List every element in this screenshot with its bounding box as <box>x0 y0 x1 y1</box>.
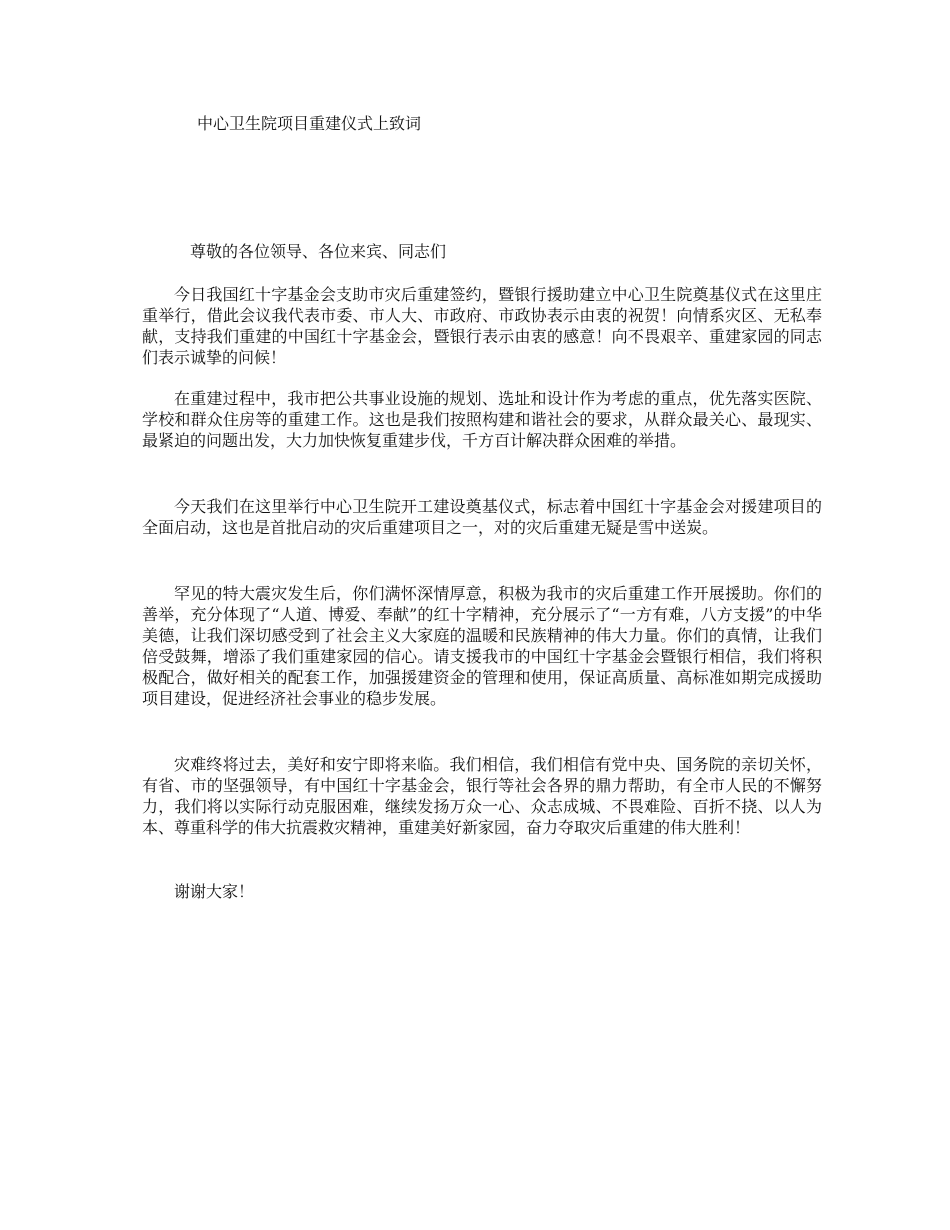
paragraph: 今日我国红十字基金会支助市灾后重建签约，暨银行援助建立中心卫生院奠基仪式在这里庄重举行，借此会议我代表市委、市人大、市政府、市政协表示由衷的祝贺！向情系灾区、无私奉献，支持我们重建的中国红十字基金会，暨银行表示由衷的感意！向不畏艰辛、重建家园的同志们表示诚挚的问候！ <box>142 285 822 367</box>
paragraph: 罕见的特大震灾发生后，你们满怀深情厚意，积极为我市的灾后重建工作开展援助。你们的善举，充分体现了“人道、博爱、奉献”的红十字精神，充分展示了“一方有难，八方支援”的中华美德，让我们深切感受到了社会主义大家庭的温暖和民族精神的伟大力量。你们的真情，让我们倍受鼓舞，增添了我们重建家园的信心。请支援我市的中国红十字基金会暨银行相信，我们将积极配合，做好相关的配套工作，加强援建资金的管理和使用，保证高质量、高标准如期完成援助项目建设，促进经济社会事业的稳步发展。 <box>142 584 822 708</box>
salutation: 尊敬的各位领导、各位来宾、同志们 <box>190 242 447 261</box>
paragraph: 今天我们在这里举行中心卫生院开工建设奠基仪式，标志着中国红十字基金会对援建项目的全面启动，这也是首批启动的灾后重建项目之一，对的灾后重建无疑是雪中送炭。 <box>142 497 822 537</box>
document-title: 中心卫生院项目重建仪式上致词 <box>197 114 422 133</box>
closing-line: 谢谢大家！ <box>174 882 255 901</box>
paragraph: 在重建过程中，我市把公共事业设施的规划、选址和设计作为考虑的重点，优先落实医院、学校和群众住房等的重建工作。这也是我们按照构建和谐社会的要求，从群众最关心、最现实、最紧迫的问题出发，大力加快恢复重建步伐，千方百计解决群众困难的举措。 <box>142 389 822 450</box>
paragraph: 灾难终将过去，美好和安宁即将来临。我们相信，我们相信有党中央、国务院的亲切关怀，有省、市的坚强领导，有中国红十字基金会，银行等社会各界的鼎力帮助，有全市人民的不懈努力，我们将以实际行动克服困难，继续发扬万众一心、众志成城、不畏难险、百折不挠、以人为本、尊重科学的伟大抗震救灾精神，重建美好新家园，奋力夺取灾后重建的伟大胜利！ <box>142 755 822 837</box>
